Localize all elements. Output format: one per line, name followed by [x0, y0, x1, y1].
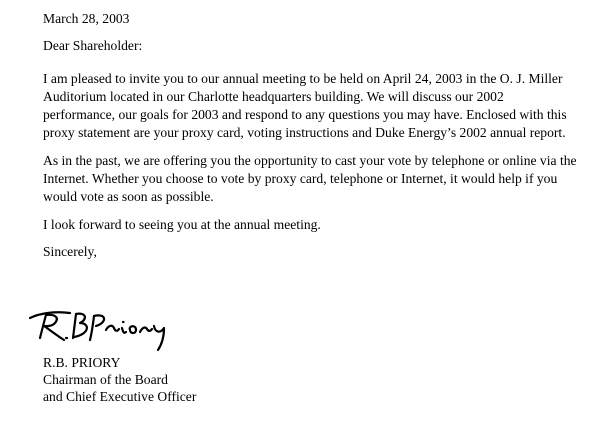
paragraph-line: performance, our goals for 2003 and respond to any questions you may have. Enclosed with this	[43, 107, 567, 122]
paragraph-line: I am pleased to invite you to our annual meeting to be held on April 24, 2003 in the O. J. Miller	[43, 71, 563, 86]
paragraph-line: proxy statement are your proxy card, voting instructions and Duke Energy’s 2002 annual report.	[43, 125, 566, 140]
closing-paragraph	[43, 216, 603, 234]
invitation-paragraph	[43, 70, 603, 142]
signer-block	[43, 354, 196, 405]
paragraph-line: would vote as soon as possible.	[43, 189, 214, 204]
letter-date: March 28, 2003	[43, 11, 130, 26]
handwritten-signature	[26, 302, 186, 354]
paragraph-line: Internet. Whether you choose to vote by proxy card, telephone or Internet, it would help if you	[43, 171, 558, 186]
signer-name: R.B. PRIORY	[43, 355, 121, 370]
signer-title: Chairman of the Board	[43, 372, 168, 387]
voting-paragraph	[43, 152, 603, 206]
salutation: Dear Shareholder:	[43, 38, 143, 53]
shareholder-letter	[43, 10, 603, 261]
paragraph-line: I look forward to seeing you at the annual meeting.	[43, 217, 321, 232]
complimentary-close: Sincerely,	[43, 244, 97, 259]
signer-title: and Chief Executive Officer	[43, 389, 197, 404]
paragraph-line: As in the past, we are offering you the opportunity to cast your vote by telephone or online via the	[43, 153, 577, 168]
paragraph-line: Auditorium located in our Charlotte headquarters building. We will discuss our 2002	[43, 89, 504, 104]
